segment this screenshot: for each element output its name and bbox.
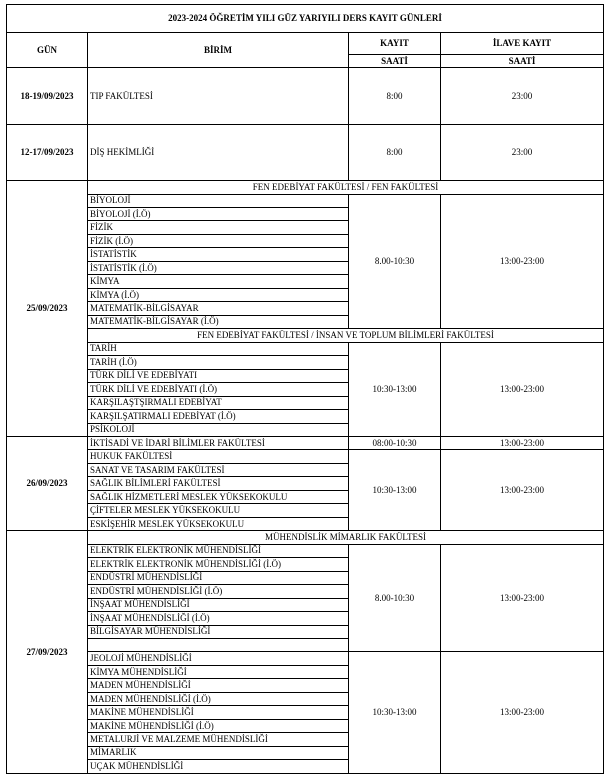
unit-name: İSTATİSTİK xyxy=(88,248,349,261)
kayit-time: 10:30-13:00 xyxy=(349,652,441,774)
unit-name: JEOLOJİ MÜHENDİSLİĞİ xyxy=(88,652,349,665)
header-ilave-saati: SAATİ xyxy=(441,55,604,68)
unit-name: KARŞILAŞTŞIRMALI EDEBİYAT xyxy=(88,396,349,409)
unit-name: BİYOLOJİ (İ.Ö) xyxy=(88,208,349,221)
unit-name: HUKUK FAKÜLTESİ xyxy=(88,450,349,463)
unit-name: ENDÜSTRİ MÜHENDİSLİĞİ xyxy=(88,571,349,584)
unit-name: MATEMATİK-BİLGİSAYAR xyxy=(88,302,349,315)
ilave-time: 13:00-23:00 xyxy=(441,450,604,531)
date-cell: 27/09/2023 xyxy=(7,531,88,774)
unit-name: MADEN MÜHENDİSLİĞİ (İ.Ö) xyxy=(88,692,349,705)
unit-name: MADEN MÜHENDİSLİĞİ xyxy=(88,679,349,692)
header-kayit: KAYIT xyxy=(349,33,441,55)
unit-name: MATEMATİK-BİLGİSAYAR (İ.Ö) xyxy=(88,315,349,328)
date-cell: 12-17/09/2023 xyxy=(7,124,88,180)
faculty-group-header: MÜHENDİSLİK MİMARLIK FAKÜLTESİ xyxy=(88,531,604,544)
unit-name: MAKİNE MÜHENDİSLİĞİ (İ.Ö) xyxy=(88,719,349,732)
kayit-time: 8.00-10:30 xyxy=(349,194,441,329)
unit-name: DİŞ HEKİMLİĞİ xyxy=(88,124,349,180)
unit-name: MİMARLIK xyxy=(88,746,349,759)
unit-name: FİZİK (İ.Ö) xyxy=(88,234,349,247)
unit-name: KİMYA xyxy=(88,275,349,288)
ilave-time: 13:00-23:00 xyxy=(441,652,604,774)
unit-name: BİYOLOJİ xyxy=(88,194,349,207)
unit-name xyxy=(88,639,349,652)
header-kayit-saati: SAATİ xyxy=(349,55,441,68)
unit-name: TÜRK DİLİ VE EDEBİYATI xyxy=(88,369,349,382)
registration-schedule-table xyxy=(6,4,604,774)
kayit-time: 08:00-10:30 xyxy=(349,436,441,449)
unit-name: ENDÜSTRİ MÜHENDİSLİĞİ (İ.Ö) xyxy=(88,585,349,598)
ilave-time: 13:00-23:00 xyxy=(441,342,604,436)
kayit-time: 10:30-13:00 xyxy=(349,450,441,531)
unit-name: KİMYA MÜHENDİSLİĞİ xyxy=(88,665,349,678)
kayit-time: 8.00-10:30 xyxy=(349,544,441,652)
header-birim: BİRİM xyxy=(88,33,349,68)
ilave-time: 13:00-23:00 xyxy=(441,194,604,329)
unit-name: İNŞAAT MÜHENDİSLİĞİ xyxy=(88,598,349,611)
unit-name: KARŞILŞATIRMALI EDEBİYAT (İ.Ö) xyxy=(88,410,349,423)
ilave-time: 23:00 xyxy=(441,68,604,124)
unit-name: İNŞAAT MÜHENDİSLİĞİ (İ.Ö) xyxy=(88,612,349,625)
unit-name: İSTATİSTİK (İ.Ö) xyxy=(88,261,349,274)
date-cell: 25/09/2023 xyxy=(7,181,88,437)
unit-name: PSİKOLOJİ xyxy=(88,423,349,436)
ilave-time: 13:00-23:00 xyxy=(441,436,604,449)
header-gun: GÜN xyxy=(7,33,88,68)
faculty-group-header: FEN EDEBİYAT FAKÜLTESİ / FEN FAKÜLTESİ xyxy=(88,181,604,194)
unit-name: TÜRK DİLİ VE EDEBİYATI (İ.Ö) xyxy=(88,383,349,396)
document-title: 2023-2024 ÖĞRETİM YILI GÜZ YARIYILI DERS KAYIT GÜNLERİ xyxy=(7,5,604,33)
unit-name: BİLGİSAYAR MÜHENDİSLİĞİ xyxy=(88,625,349,638)
header-ilave-kayit: İLAVE KAYIT xyxy=(441,33,604,55)
ilave-time: 13:00-23:00 xyxy=(441,544,604,652)
kayit-time: 8:00 xyxy=(349,124,441,180)
unit-name: ELEKTRİK ELEKTRONİK MÜHENDİSLİĞİ (İ.Ö) xyxy=(88,558,349,571)
unit-name: SAĞLIK BİLİMLERİ FAKÜLTESİ xyxy=(88,477,349,490)
date-cell: 26/09/2023 xyxy=(7,436,88,530)
unit-name: TARİH xyxy=(88,342,349,355)
unit-name: SAĞLIK HİZMETLERİ MESLEK YÜKSEKOKULU xyxy=(88,490,349,503)
unit-name: ESKİŞEHİR MESLEK YÜKSEKOKULU xyxy=(88,517,349,530)
unit-name: METALURJİ VE MALZEME MÜHENDİSLİĞİ xyxy=(88,733,349,746)
unit-name: TIP FAKÜLTESİ xyxy=(88,68,349,124)
unit-name: İKTİSADİ VE İDARİ BİLİMLER FAKÜLTESİ xyxy=(88,436,349,449)
unit-name: KİMYA (İ.Ö) xyxy=(88,288,349,301)
date-cell: 18-19/09/2023 xyxy=(7,68,88,124)
kayit-time: 8:00 xyxy=(349,68,441,124)
unit-name: ELEKTRİK ELEKTRONİK MÜHENDİSLİĞİ xyxy=(88,544,349,557)
unit-name: MAKİNE MÜHENDİSLİĞİ xyxy=(88,706,349,719)
unit-name: SANAT VE TASARIM FAKÜLTESİ xyxy=(88,463,349,476)
faculty-group-header: FEN EDEBİYAT FAKÜLTESİ / İNSAN VE TOPLUM BİLİMLERİ FAKÜLTESİ xyxy=(88,329,604,342)
unit-name: ÇİFTELER MESLEK YÜKSEKOKULU xyxy=(88,504,349,517)
ilave-time: 23:00 xyxy=(441,124,604,180)
unit-name: TARİH (İ.Ö) xyxy=(88,356,349,369)
unit-name: FİZİK xyxy=(88,221,349,234)
unit-name: UÇAK MÜHENDİSLİĞİ xyxy=(88,760,349,774)
kayit-time: 10:30-13:00 xyxy=(349,342,441,436)
